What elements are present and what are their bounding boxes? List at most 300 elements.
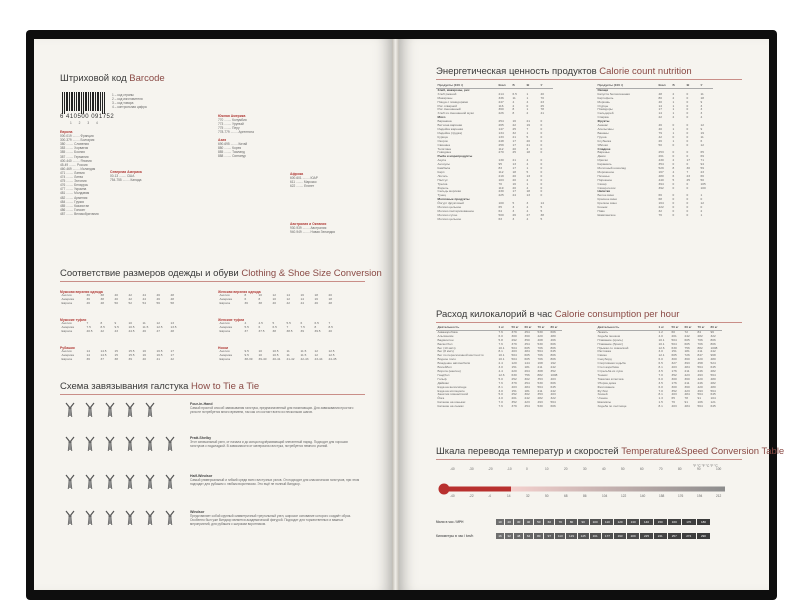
calories-rule: [436, 79, 742, 80]
table-cell: 211: [684, 368, 690, 373]
region-row: 383 ........ Хорватия: [60, 146, 89, 151]
table-cell: 403: [671, 365, 677, 370]
region-row: 770 ........ Колумбия: [218, 118, 247, 123]
table-cell: 706: [537, 345, 543, 350]
table-cell: 847: [697, 353, 703, 358]
table-cell: 0: [540, 158, 543, 163]
table-cell: 327: [671, 361, 677, 366]
table-cell: 379: [511, 341, 517, 346]
table-cell: Хлеб из смешанной муки: [437, 111, 474, 116]
table-cell: Стрельба из лука: [597, 368, 623, 373]
table-cell: Езда на мотоцикле: [437, 388, 465, 393]
table-cell: 5: [672, 177, 675, 182]
size-cell: 5: [272, 321, 275, 326]
size-table-label: Рубашки: [60, 346, 75, 350]
table-cell: 8: [672, 166, 675, 171]
table-cell: 564: [537, 384, 543, 389]
speed-cell: 70: [555, 519, 565, 525]
table-cell: 42: [658, 134, 662, 139]
table-cell: 25: [512, 150, 516, 155]
region-row: 930-939 ........ Австралия: [290, 226, 327, 231]
size-cell: 10: [272, 297, 276, 301]
scale-units: °F °C °F °C °F °C: [693, 464, 718, 468]
table-cell: 76: [658, 212, 662, 217]
calories-table-right: [596, 84, 713, 218]
table-cell: 10.1: [498, 357, 505, 362]
table-cell: 756: [524, 372, 530, 377]
size-cell: 6: [300, 321, 303, 326]
header-cell: 1 кг: [497, 326, 510, 330]
group-label: Напитки: [597, 189, 611, 194]
table-cell: Морковь: [597, 99, 610, 104]
size-cell: 4.5: [258, 321, 263, 326]
table-cell: 0: [540, 138, 543, 143]
table-cell: 484: [524, 384, 530, 389]
size-cell: 8: [244, 293, 247, 298]
table-cell: 379: [511, 380, 517, 385]
size-cell: Англия: [61, 349, 72, 354]
table-cell: 504: [671, 341, 677, 346]
size-cell: 36: [244, 300, 248, 305]
speed-cell: 160: [668, 519, 681, 525]
table-cell: 7.6: [498, 404, 503, 409]
size-cell: 38.5: [286, 328, 293, 333]
table-cell: 605: [671, 353, 677, 358]
region-africa: [290, 172, 318, 188]
table-cell: 706: [537, 357, 543, 362]
table-cell: 121: [710, 400, 716, 405]
knot-text: Этот изначальный узел, от начала и до конца подчёркивающий элегантный наряд. Подходит для хороших галстуков с подкладкой. В зависимости от материала галстука, потребуется немного усилий.: [190, 440, 348, 449]
table-cell: 112: [498, 146, 504, 151]
tie-step-icon: [62, 402, 78, 418]
table-cell: 14: [658, 103, 662, 108]
table-cell: Хлеб ржаной: [437, 91, 457, 96]
size-cell: Европа: [219, 300, 231, 305]
table-cell: 133: [498, 134, 504, 139]
region-rows: [290, 176, 318, 188]
table-cell: 7: [686, 169, 689, 174]
table-cell: Карамель: [597, 162, 612, 167]
table-cell: 6.0: [498, 333, 503, 338]
table-cell: 181: [524, 388, 530, 393]
size-cell: 58: [170, 300, 174, 305]
table-cell: 630: [511, 372, 517, 377]
table-cell: 3.0: [498, 365, 503, 370]
table-cell: 0: [686, 193, 689, 198]
group-label: Молочные продукты: [437, 197, 470, 202]
table-cell: Бег (10 км/ч): [437, 345, 456, 350]
size-cell: 54: [142, 300, 146, 305]
region-row: 471 ........ Латвия: [60, 170, 85, 175]
table-cell: 270: [498, 150, 504, 155]
table-cell: 181: [524, 365, 530, 370]
table-cell: Баскетбол: [437, 341, 453, 346]
size-cell: 44: [142, 293, 146, 298]
table-cell: 300: [671, 384, 677, 389]
table-cell: 130: [498, 158, 504, 163]
table-cell: 564: [697, 404, 703, 409]
size-cell: 10: [128, 321, 132, 326]
group-label: Мясо: [437, 115, 446, 120]
temp-tick-label: 20: [564, 467, 568, 471]
size-row: [60, 358, 183, 362]
table-cell: 12: [700, 201, 704, 206]
size-cell: 7.5: [86, 325, 91, 329]
table-cell: 524: [710, 361, 716, 366]
table-cell: 12: [700, 142, 704, 147]
table-cell: Дайвинг: [437, 380, 450, 385]
size-cell: 40-41: [272, 356, 281, 361]
table-cell: 968: [710, 353, 716, 358]
table-cell: 408: [537, 337, 543, 342]
table-cell: 1008: [710, 345, 718, 350]
table-cell: 393: [684, 361, 690, 366]
table-cell: Камбала: [437, 166, 451, 171]
region-row: 000-019 ........ Франция: [60, 134, 94, 139]
table-cell: 2: [512, 103, 515, 108]
tie-step-icon: [142, 510, 158, 526]
table-cell: 1.2: [658, 329, 663, 334]
table-cell: 282: [710, 368, 716, 373]
size-table: [60, 322, 183, 334]
table-cell: 360: [684, 376, 690, 381]
table-cell: 13: [526, 173, 530, 178]
table-cell: Клубника: [597, 138, 612, 143]
size-cell: 39: [128, 356, 132, 361]
table-cell: Тунец: [437, 193, 446, 198]
table-cell: 0: [540, 162, 543, 167]
size-cell: 41-42: [286, 356, 295, 361]
table-cell: Телятина: [437, 146, 451, 151]
legend-line: 3 – код товара: [112, 101, 134, 106]
table-cell: 0: [540, 126, 543, 131]
tie-title: [60, 381, 259, 392]
table-cell: 300: [671, 357, 677, 362]
table-cell: Ветчина варёная: [437, 123, 463, 128]
speed-cell: 274: [682, 533, 696, 539]
table-cell: Лежать: [597, 329, 608, 334]
table-cell: 352: [550, 368, 556, 373]
temp-tick-label: 50: [545, 494, 549, 498]
table-cell: 354: [658, 162, 664, 167]
table-cell: 3.5: [658, 368, 663, 373]
table-cell: 352: [511, 400, 517, 405]
temp-tick-label: 140: [640, 494, 646, 498]
table-cell: 3.0: [658, 349, 663, 354]
table-cell: 0: [686, 142, 689, 147]
size-cell: 12.5: [328, 349, 335, 354]
tie-step-icon: [162, 474, 178, 490]
header-cell: Продукты (100 г): [436, 84, 497, 88]
table-cell: 0: [540, 169, 543, 174]
table-cell: Баранина: [437, 119, 452, 124]
table-cell: Аквааэробика: [437, 329, 458, 334]
table-cell: 480: [550, 333, 556, 338]
region-row: 486 ........ Гонконг: [60, 207, 86, 212]
activity-title-en: Calorie consumption per hour: [554, 309, 680, 320]
table-cell: 181: [684, 349, 690, 354]
table-cell: 70: [540, 95, 544, 100]
table-cell: 26: [512, 212, 516, 217]
table-cell: 5: [540, 216, 543, 221]
table-cell: 3: [526, 146, 529, 151]
size-cell: 46: [156, 293, 160, 298]
table-cell: Бананы: [597, 130, 609, 135]
table-cell: 0: [540, 193, 543, 198]
table-cell: 0: [672, 185, 675, 190]
table-cell: 0: [672, 123, 675, 128]
table-cell: Вождение автомобиля: [437, 361, 471, 366]
table-cell: 530: [537, 341, 543, 346]
table-cell: 3.5: [658, 380, 663, 385]
temp-tick-label: 86: [583, 494, 587, 498]
table-cell: 564: [697, 392, 703, 397]
table-cell: 5.0: [498, 376, 503, 381]
size-cell: 43-44: [314, 356, 323, 361]
table-cell: 230: [498, 189, 504, 194]
table-cell: 68: [658, 197, 662, 202]
size-table-label: Мужские туфли: [60, 318, 87, 322]
table-cell: 12: [700, 123, 704, 128]
table-cell: 0: [540, 150, 543, 155]
table-cell: 10.1: [498, 353, 505, 358]
table-cell: 0: [686, 150, 689, 155]
table-cell: 606: [550, 329, 556, 334]
table-cell: 3: [512, 205, 515, 210]
table-cell: 0: [686, 162, 689, 167]
table-cell: 322: [550, 396, 556, 401]
table-cell: 1: [672, 111, 675, 116]
temp-tick-label: -20: [488, 467, 493, 471]
table-cell: 2.4: [498, 361, 503, 366]
table-cell: 423: [524, 400, 530, 405]
table-cell: 19: [700, 130, 704, 135]
size-cell: 38: [114, 356, 118, 361]
size-cell: 12.5: [156, 325, 163, 329]
size-cell: Англия: [61, 321, 72, 326]
size-cell: 42: [128, 293, 132, 298]
region-row: 300-379 ........ Болгария: [60, 138, 95, 143]
size-cell: 48: [328, 300, 332, 305]
table-cell: Палтус: [437, 177, 448, 182]
size-cell: 38: [100, 293, 104, 298]
table-cell: 246: [697, 368, 703, 373]
knot-half-windsor: [190, 474, 360, 486]
table-cell: 7.6: [498, 329, 503, 334]
speed-cell: 177: [602, 533, 614, 539]
table-cell: Индейка жареная: [437, 126, 464, 131]
table-cell: 112: [498, 169, 504, 174]
size-cell: 46: [142, 328, 146, 333]
region-row: 387 ........ Германия: [60, 154, 89, 159]
table-cell: Апельсины: [597, 126, 614, 131]
header-cell: У: [539, 84, 553, 88]
table-cell: 353: [537, 392, 543, 397]
table-cell: 3: [700, 103, 703, 108]
table-cell: 10.1: [658, 341, 665, 346]
size-cell: 40: [272, 300, 276, 305]
table-cell: 360: [524, 333, 530, 338]
table-cell: 40: [658, 126, 662, 131]
table-cell: Форель: [437, 185, 449, 190]
region-row: 385 ........ Босния: [60, 150, 85, 155]
table-cell: 0: [526, 103, 529, 108]
header-cell: Деятельность: [596, 326, 657, 330]
table-cell: 6.0: [658, 357, 663, 362]
table-cell: 4.0: [658, 333, 663, 338]
table-cell: Шахматы: [597, 400, 612, 405]
table-cell: 392: [658, 185, 664, 190]
table-cell: 79: [658, 130, 662, 135]
table-cell: Рис отварной: [437, 103, 457, 108]
size-cell: 47: [156, 328, 160, 333]
region-row: 482 ........ Армения: [60, 195, 88, 200]
tie-step-icon: [142, 436, 158, 452]
table-cell: 46: [658, 123, 662, 128]
size-cell: Америка: [61, 297, 75, 301]
region-row: 778-779 ........ Аргентина: [218, 130, 254, 135]
temp-tick-label: -10: [507, 467, 512, 471]
size-cell: Англия: [61, 293, 72, 298]
size-cell: 46: [156, 297, 160, 301]
table-cell: 3: [512, 209, 515, 213]
size-table-label: Носки: [218, 346, 229, 350]
table-cell: Катание на лыжах: [437, 404, 464, 409]
table-cell: 300: [671, 376, 677, 381]
temp-tick-label: 100: [716, 467, 722, 471]
size-cell: 9.5: [114, 325, 119, 329]
table-cell: 151: [511, 365, 517, 370]
table-cell: Капуста белокочанная: [597, 91, 630, 96]
size-cell: Европа: [219, 328, 231, 333]
table-cell: 0: [540, 142, 543, 147]
activity-title-ru: Расход килокалорий в час: [436, 309, 553, 320]
legend-line: 2 – код изготовителя: [112, 97, 143, 102]
table-cell: 0: [540, 146, 543, 151]
size-table-women-coat: [218, 290, 341, 306]
tie-step-icon: [142, 474, 158, 490]
table-cell: 11: [512, 95, 516, 100]
table-cell: 242: [550, 365, 556, 370]
size-cell: 38: [272, 328, 276, 333]
table-cell: 882: [537, 372, 543, 377]
tie-step-icon: [122, 436, 138, 452]
table-cell: 16: [512, 181, 516, 186]
table-cell: 1: [672, 138, 675, 143]
scale-title: [436, 446, 784, 457]
table-cell: 6.5: [658, 361, 663, 366]
scale-title-ru: Шкала перевода температур и скоростей: [436, 446, 619, 457]
table-cell: 261: [658, 154, 664, 159]
table-cell: 252: [511, 392, 517, 397]
table-cell: 4: [526, 185, 529, 190]
table-cell: Анчоусы: [437, 162, 450, 167]
temp-tick-label: 90: [697, 467, 701, 471]
table-cell: 25: [686, 177, 690, 182]
table-cell: Уборка дома: [597, 380, 616, 385]
size-cell: 9.5: [244, 349, 249, 354]
table-cell: 80: [658, 95, 662, 100]
table-cell: 605: [524, 345, 530, 350]
region-label: Австралия и Океания: [290, 222, 327, 226]
table-cell: Ананас: [597, 123, 608, 128]
activity-table-left: [436, 326, 562, 409]
table-cell: Пицца с помидорами: [437, 99, 469, 104]
size-cell: 7: [328, 321, 331, 326]
table-cell: 0: [686, 126, 689, 131]
table-cell: 458: [697, 361, 703, 366]
table-cell: 564: [710, 388, 716, 393]
size-table-label: Мужская верхняя одежда: [60, 290, 103, 294]
table-cell: Плавание (брасс): [597, 341, 623, 346]
table-cell: 41: [540, 111, 544, 116]
table-cell: 72: [684, 329, 688, 334]
calories-table-left: [436, 84, 553, 222]
table-cell: 2: [672, 91, 675, 96]
temp-tick-label: 176: [678, 494, 684, 498]
size-table: [218, 322, 341, 334]
table-cell: 292: [511, 337, 517, 342]
table-cell: Тяжёлая атлетика: [597, 376, 624, 381]
table-cell: 211: [684, 380, 690, 385]
table-cell: 8: [512, 111, 515, 116]
size-cell: 12: [272, 293, 276, 298]
table-cell: 4: [526, 158, 529, 163]
table-cell: 504: [511, 353, 517, 358]
size-cell: 9: [114, 321, 117, 326]
knot-name: Windsor: [190, 510, 205, 514]
size-cell: 44.5: [128, 328, 135, 333]
size-cell: 17: [170, 349, 174, 354]
size-table-shirts: [60, 346, 183, 362]
table-cell: 645: [710, 404, 716, 409]
size-cell: 14: [286, 293, 290, 298]
knot-name: Four-in-Hand: [190, 402, 213, 406]
book-spine: [392, 39, 399, 590]
temp-tick-label: 194: [697, 494, 703, 498]
table-cell: 360: [684, 384, 690, 389]
table-cell: 0: [540, 134, 543, 139]
table-cell: Спаржа: [597, 115, 609, 120]
table-cell: 23: [700, 169, 704, 174]
table-cell: Сельдерей: [597, 111, 614, 116]
table-cell: Ездa на велосипеде: [437, 384, 467, 389]
temp-tick-label: -4: [488, 494, 491, 498]
table-cell: 8.1: [658, 365, 663, 370]
size-cell: 36: [86, 356, 90, 361]
size-cell: 40: [114, 293, 118, 298]
table-cell: 1: [672, 130, 675, 135]
table-cell: Ириски: [597, 158, 608, 163]
table-cell: 4: [672, 169, 675, 174]
tie-step-icon: [122, 474, 138, 490]
table-cell: 0: [686, 91, 689, 96]
size-row: [60, 330, 183, 334]
table-cell: 0: [686, 185, 689, 190]
group-label: Фрукты: [597, 119, 610, 124]
size-cell: 16: [314, 297, 318, 301]
table-cell: 18: [512, 169, 516, 174]
temp-tick-label: 212: [716, 494, 722, 498]
table-cell: 69: [700, 154, 704, 159]
table-cell: 1008: [550, 372, 558, 377]
table-cell: 32: [512, 130, 516, 135]
table-cell: 564: [550, 400, 556, 405]
region-label: Южная Америка: [218, 114, 246, 118]
size-cell: 15: [114, 353, 118, 357]
size-cell: 7: [286, 325, 289, 329]
table-cell: 630: [671, 345, 677, 350]
